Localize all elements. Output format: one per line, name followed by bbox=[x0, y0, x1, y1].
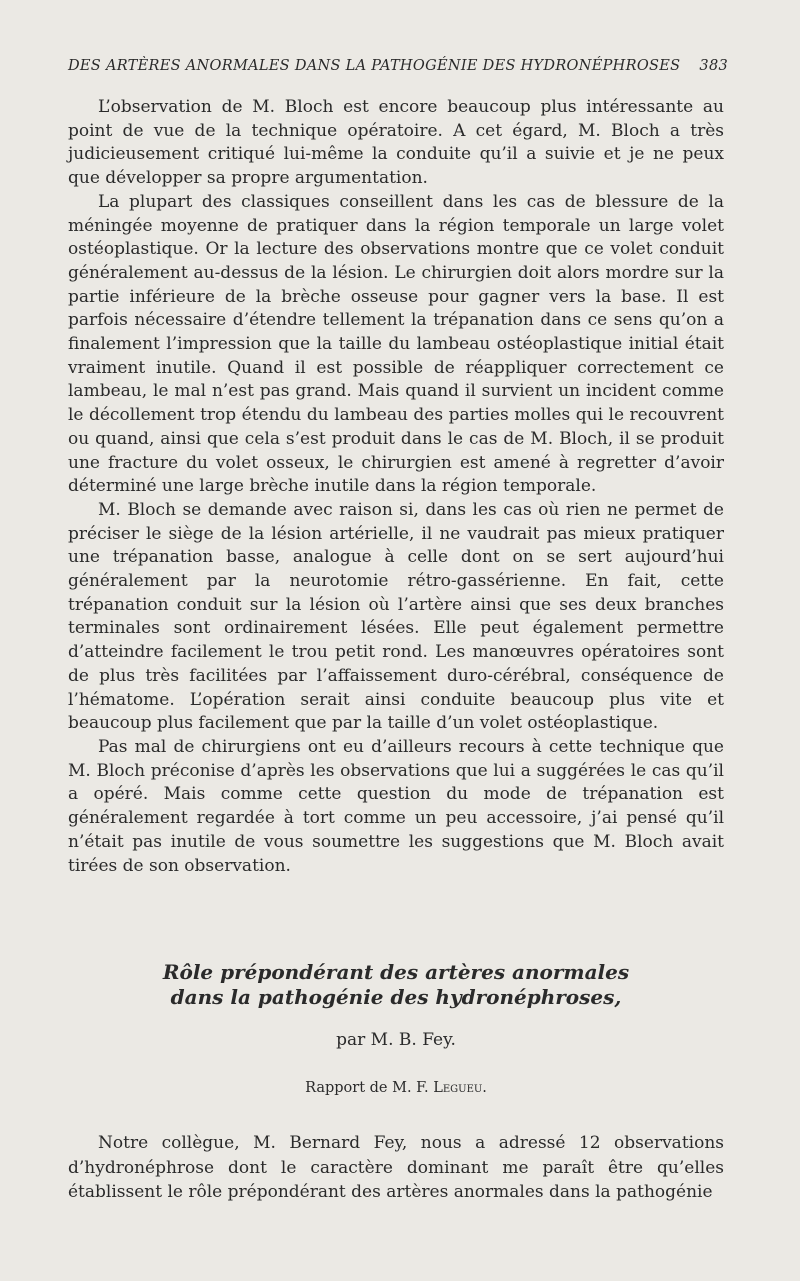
report-line bbox=[68, 1080, 724, 1096]
running-head bbox=[68, 58, 728, 74]
running-title: DES ARTÈRES ANORMALES DANS LA PATHOGÉNIE DES HYDRONÉPHROSES bbox=[68, 58, 681, 74]
paragraph: Pas mal de chirurgiens ont eu d’ailleurs recours à cette technique que M. Bloch préconise d’après les observations que lui a suggérées le cas qu’il a opéré. Mais comme cette question du mode de trépanation est généralement regardée à tort comme un peu accessoire, j’ai pensé qu’il n’était pas inutile de vous soumettre les suggestions que M. Bloch avait tirées de son observation. bbox=[68, 736, 724, 876]
paragraph: Notre collègue, M. Bernard Fey, nous a adressé 12 observations d’hydronéphrose dont le caractère dominant me paraît être qu’elles établissent le rôle prépondérant des artères anormales dans la pathogénie bbox=[68, 1133, 724, 1202]
section-title-line-2: dans la pathogénie des hydronéphroses, bbox=[170, 985, 622, 1009]
paragraph: L’observation de M. Bloch est encore beaucoup plus intéressante au point de vue de la technique opératoire. A cet égard, M. Bloch a très judicieusement critiqué lui-même la conduite qu’il a suivie et je ne peux que développer sa propre argumentation. bbox=[68, 97, 724, 189]
report-name: Legueu. bbox=[433, 1080, 487, 1096]
paragraph: La plupart des classiques conseillent dans les cas de blessure de la méningée moyenne de pratiquer dans la région temporale un large volet ostéoplastique. Or la lecture des observations montre que ce volet conduit généralement au-dessus de la lésion. Le chirurgien doit alors mordre sur la partie inférieure de la brèche osseuse pour gagner vers la base. Il est parfois nécessaire d’étendre tellement la trépanation dans ce sens qu’on a finalement l’impression que la taille du lambeau ostéoplastique initial était vraiment inutile. Quand il est possible de réappliquer correctement ce lambeau, le mal n’est pas grand. Mais quand il survient un incident comme le décollement trop étendu du lambeau des parties molles qui le recouvrent ou quand, ainsi que cela s’est produit dans le cas de M. Bloch, il se produit une fracture du volet osseux, le chirurgien est amené à regretter d’avoir déterminé une large brèche inutile dans la région temporale. bbox=[68, 191, 724, 497]
author-line: par M. B. Fey. bbox=[336, 1030, 456, 1050]
closing-text bbox=[68, 1131, 724, 1205]
page-number: 383 bbox=[699, 58, 728, 74]
section-title-line-1: Rôle prépondérant des artères anormales bbox=[162, 960, 630, 984]
paragraph: M. Bloch se demande avec raison si, dans les cas où rien ne permet de préciser le siège de la lésion artérielle, il ne vaudrait pas mieux pratiquer une trépanation basse, analogue à celle dont on se sert aujourd’hui généralement par la neurotomie rétro-gassérienne. En fait, cette trépanation conduit sur la lésion où l’artère ainsi que ses deux branches terminales sont ordinairement lésées. Elle peut également permettre d’atteindre facilement le trou petit rond. Les manœuvres opératoires sont de plus très facilitées par l’affaissement duro-cérébral, conséquence de l’hématome. L’opération serait ainsi conduite beaucoup plus vite et beaucoup plus facilement que par la taille d’un volet ostéoplastique. bbox=[68, 499, 724, 734]
report-prefix: Rapport de M. F. bbox=[305, 1080, 429, 1096]
section-title bbox=[68, 960, 724, 1010]
body-text bbox=[68, 96, 724, 878]
